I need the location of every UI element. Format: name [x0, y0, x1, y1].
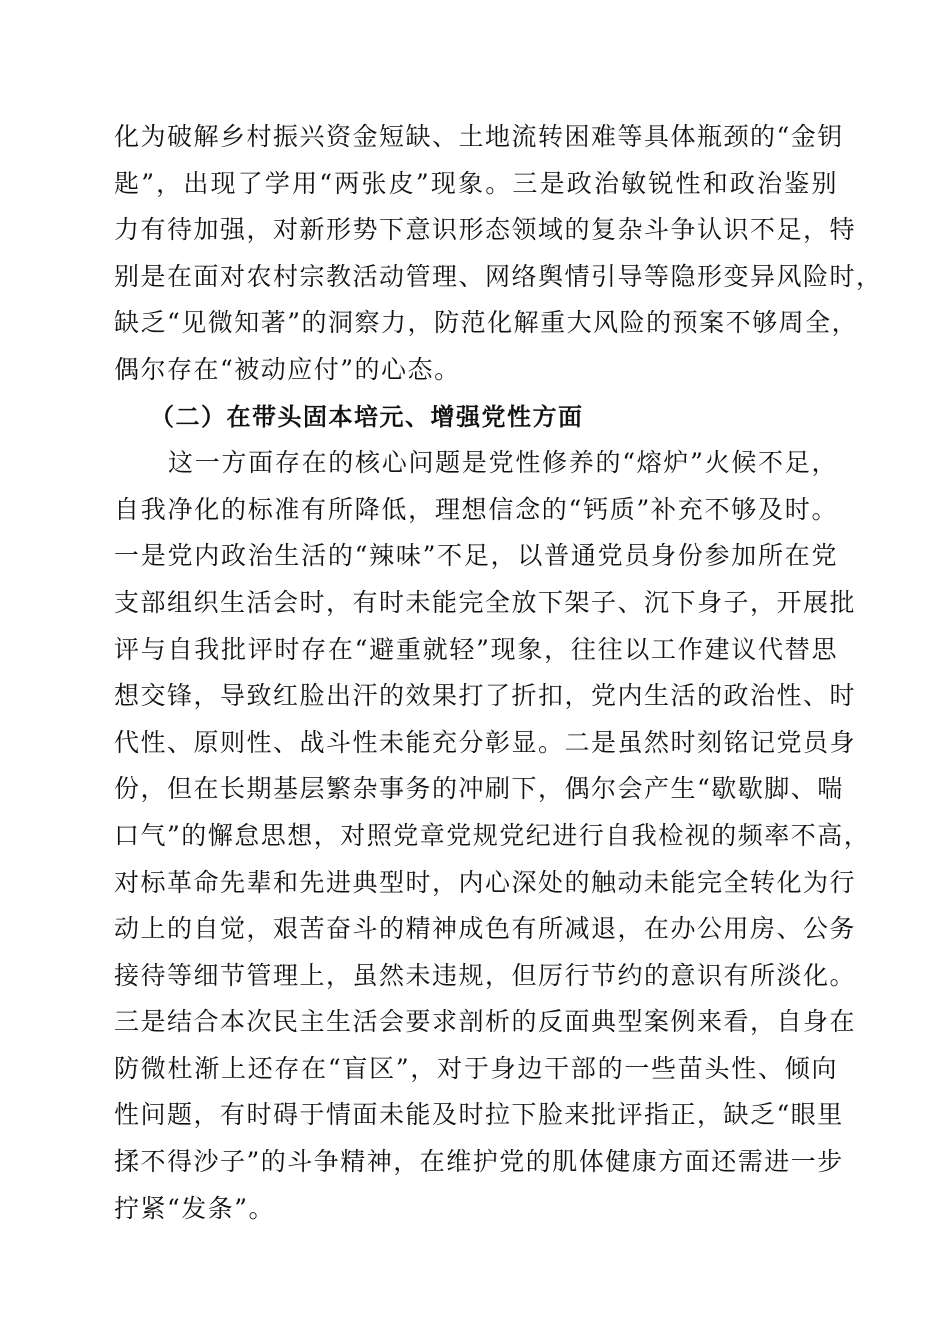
- text-line: 防微杜渐上还存在“盲区”，对于身边干部的一些苗头性、倾向: [114, 1053, 838, 1083]
- text-line: 代性、原则性、战斗性未能充分彰显。二是虽然时刻铭记党员身: [114, 727, 857, 757]
- text-line: 力有待加强，对新形势下意识形态领域的复杂斗争认识不足，特: [114, 215, 857, 245]
- text-line: 拧紧“发条”。: [114, 1193, 276, 1223]
- text-line: 偶尔存在“被动应付”的心态。: [114, 354, 461, 384]
- text-line: 性问题，有时碍于情面未能及时拉下脸来批评指正，缺乏“眼里: [114, 1100, 844, 1130]
- text-line: 对标革命先辈和先进典型时，内心深处的触动未能完全转化为行: [114, 867, 857, 897]
- text-line: 想交锋，导致红脸出汗的效果打了折扣，党内生活的政治性、时: [114, 681, 857, 711]
- text-line: 缺乏“见微知著”的洞察力，防范化解重大风险的预案不够周全，: [114, 308, 859, 338]
- text-line: 评与自我批评时存在“避重就轻”现象，往往以工作建议代替思: [114, 634, 838, 664]
- text-line: 动上的自觉，艰苦奋斗的精神成色有所减退，在办公用房、公务: [114, 914, 857, 944]
- text-line: 揉不得沙子”的斗争精神，在维护党的肌体健康方面还需进一步: [114, 1147, 844, 1177]
- document-page: [114, 114, 883, 1232]
- text-line: 别是在面对农村宗教活动管理、网络舆情引导等隐形变异风险时，: [114, 261, 883, 291]
- text-line: 化为破解乡村振兴资金短缺、土地流转困难等具体瓶颈的“金钥: [114, 122, 844, 151]
- text-line: 匙”，出现了学用“两张皮”现象。三是政治敏锐性和政治鉴别: [114, 168, 838, 198]
- text-line: 支部组织生活会时，有时未能完全放下架子、沉下身子，开展批: [114, 587, 857, 617]
- text-line: 一是党内政治生活的“辣味”不足，以普通党员身份参加所在党: [114, 541, 838, 571]
- text-line: 三是结合本次民主生活会要求剖析的反面典型案例来看，自身在: [114, 1007, 857, 1037]
- text-line: 口气”的懈怠思想，对照党章党规党纪进行自我检视的频率不高，: [114, 820, 871, 850]
- text-line: 接待等细节管理上，虽然未违规，但厉行节约的意识有所淡化。: [114, 960, 857, 990]
- paragraph-1: [114, 114, 883, 394]
- section-heading: （二）在带头固本培元、增强党性方面: [150, 402, 584, 431]
- text-line: 自我净化的标准有所降低，理想信念的“钙质”补充不够及时。: [114, 494, 838, 524]
- paragraph-2: [114, 440, 871, 1232]
- text-line: 这一方面存在的核心问题是党性修养的“熔炉”火候不足，: [168, 448, 838, 478]
- text-line: 份，但在长期基层繁杂事务的冲刷下，偶尔会产生“歇歇脚、喘: [114, 774, 844, 804]
